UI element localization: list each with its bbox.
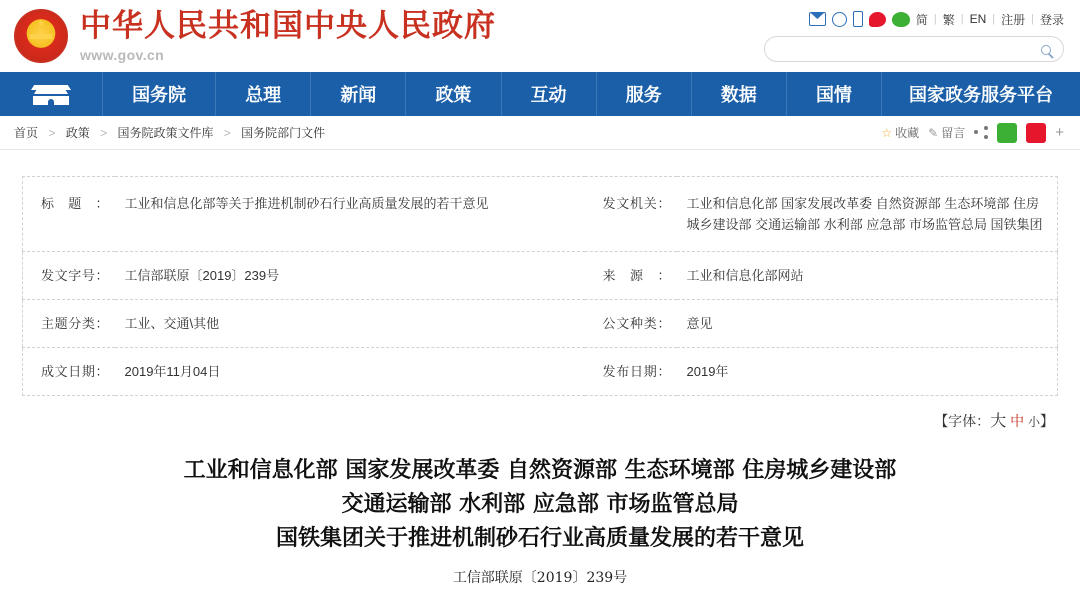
header-utilities [754,8,1064,62]
nav-item-fuwu[interactable]: 服务 [597,72,692,116]
separator-2: | [960,13,964,25]
favorite-button[interactable] [881,124,919,141]
mail-icon[interactable] [809,12,826,26]
nav-item-hudong[interactable]: 互动 [502,72,597,116]
meta-value-doc-number: 工信部联原〔2019〕239号 [115,252,585,300]
meta-label-doc-type: 公文种类： [585,300,677,348]
breadcrumb-separator-3: > [223,126,231,140]
font-size-prefix: 【字体： [934,413,991,429]
nav-item-guoqing[interactable]: 国情 [787,72,882,116]
separator-4: | [1031,13,1034,25]
nav-item-zongli[interactable]: 总理 [216,72,311,116]
meta-label-source: 来源： [585,252,677,300]
page-title: 中华人民共和国中央人民政府 [80,8,496,45]
site-header [0,0,1080,72]
lang-simplified-link[interactable]: 简 [915,12,928,27]
pencil-icon: ✎ [928,125,939,140]
breadcrumb-item-policy-library[interactable]: 国务院政策文件库 [117,126,214,140]
lang-english-link[interactable]: EN [969,12,987,26]
meta-label-written-date: 成文日期： [41,364,109,379]
nav-item-zhengce[interactable]: 政策 [406,72,501,116]
nav-item-xinwen[interactable]: 新闻 [311,72,406,116]
main-navigation [0,72,1080,116]
star-icon: ☆ [881,125,893,140]
search-button[interactable] [1040,41,1057,58]
meta-value-issuing-agency: 工业和信息化部 国家发展改革委 自然资源部 生态环境部 住房城乡建设部 交通运输部 水利部 应急部 市场监管总局 国铁集团 [677,177,1058,252]
meta-value-category: 工业、交通\其他 [115,300,585,348]
national-emblem-icon [14,9,68,63]
meta-value-source: 工业和信息化部网站 [677,252,1058,300]
lang-traditional-link[interactable]: 繁 [942,12,955,27]
favorite-label: 收藏 [895,126,920,140]
breadcrumb-item-policy[interactable]: 政策 [65,126,90,140]
breadcrumb [14,124,325,141]
font-size-small-button[interactable]: 小 [1027,415,1040,429]
site-url: www.gov.cn [80,46,165,63]
register-link[interactable]: 注册 [1001,12,1026,27]
nav-home-button[interactable] [0,72,103,116]
meta-label-category: 主题分类： [23,300,115,348]
table-row [23,300,1058,348]
meta-label-title: 标题： [23,177,115,252]
table-row [23,177,1058,252]
separator-1: | [933,13,937,25]
breadcrumb-bar [0,116,1080,150]
breadcrumb-separator-1: > [48,126,56,140]
meta-value-doc-type: 意见 [677,300,1058,348]
comment-button[interactable] [928,124,965,141]
header-icon-row [809,8,1064,30]
search-input[interactable] [777,37,1035,61]
search-icon [1041,45,1051,55]
breadcrumb-actions [881,123,1064,143]
weibo-icon[interactable] [869,12,886,27]
separator-3: | [992,13,996,25]
share-icon[interactable] [974,126,988,139]
document-title-line-1: 工业和信息化部 国家发展改革委 自然资源部 生态环境部 住房城乡建设部 [183,457,897,483]
font-size-medium-button[interactable]: 中 [1010,413,1025,429]
comment-label: 留言 [941,126,966,140]
search-bar[interactable] [764,36,1064,62]
document-title [0,453,1080,555]
meta-value-title: 工业和信息化部等关于推进机制砂石行业高质量发展的若干意见 [115,177,585,252]
table-row [23,252,1058,300]
document-number: 工信部联原〔2019〕239号 [452,570,628,586]
wechat-icon[interactable] [892,12,910,27]
meta-label-issuing-agency: 发文机关： [585,177,677,252]
font-size-control [0,396,1080,431]
document-title-line-3: 国铁集团关于推进机制砂石行业高质量发展的若干意见 [275,525,804,551]
login-link[interactable]: 登录 [1039,12,1064,27]
wechat-share-icon[interactable] [997,123,1017,143]
breadcrumb-separator-2: > [100,126,108,140]
nav-item-government-service-platform[interactable]: 国家政务服务平台 [909,85,1053,105]
site-identity [80,9,496,62]
document-meta-table [22,176,1058,396]
tiananmen-icon [31,83,71,105]
table-row [23,348,1058,396]
document-meta-section [0,150,1080,396]
mobile-icon[interactable] [853,11,863,27]
meta-value-publish-date: 2019年 [686,364,729,379]
font-size-suffix: 】 [1040,413,1054,429]
meta-value-written-date: 2019年11月04日 [124,364,221,379]
nav-item-guowuyuan[interactable]: 国务院 [103,72,216,116]
breadcrumb-item-home[interactable]: 首页 [14,126,39,140]
more-share-icon[interactable]: + [1055,124,1064,141]
meta-label-publish-date: 发布日期： [602,364,671,379]
nav-item-shuju[interactable]: 数据 [692,72,787,116]
chat-icon[interactable] [832,12,847,27]
breadcrumb-item-department-documents[interactable]: 国务院部门文件 [241,126,326,140]
document-title-line-2: 交通运输部 水利部 应急部 市场监管总局 [341,491,739,517]
meta-label-doc-number: 发文字号： [23,252,115,300]
weibo-share-icon[interactable] [1026,123,1046,143]
font-size-large-button[interactable]: 大 [990,413,1007,430]
